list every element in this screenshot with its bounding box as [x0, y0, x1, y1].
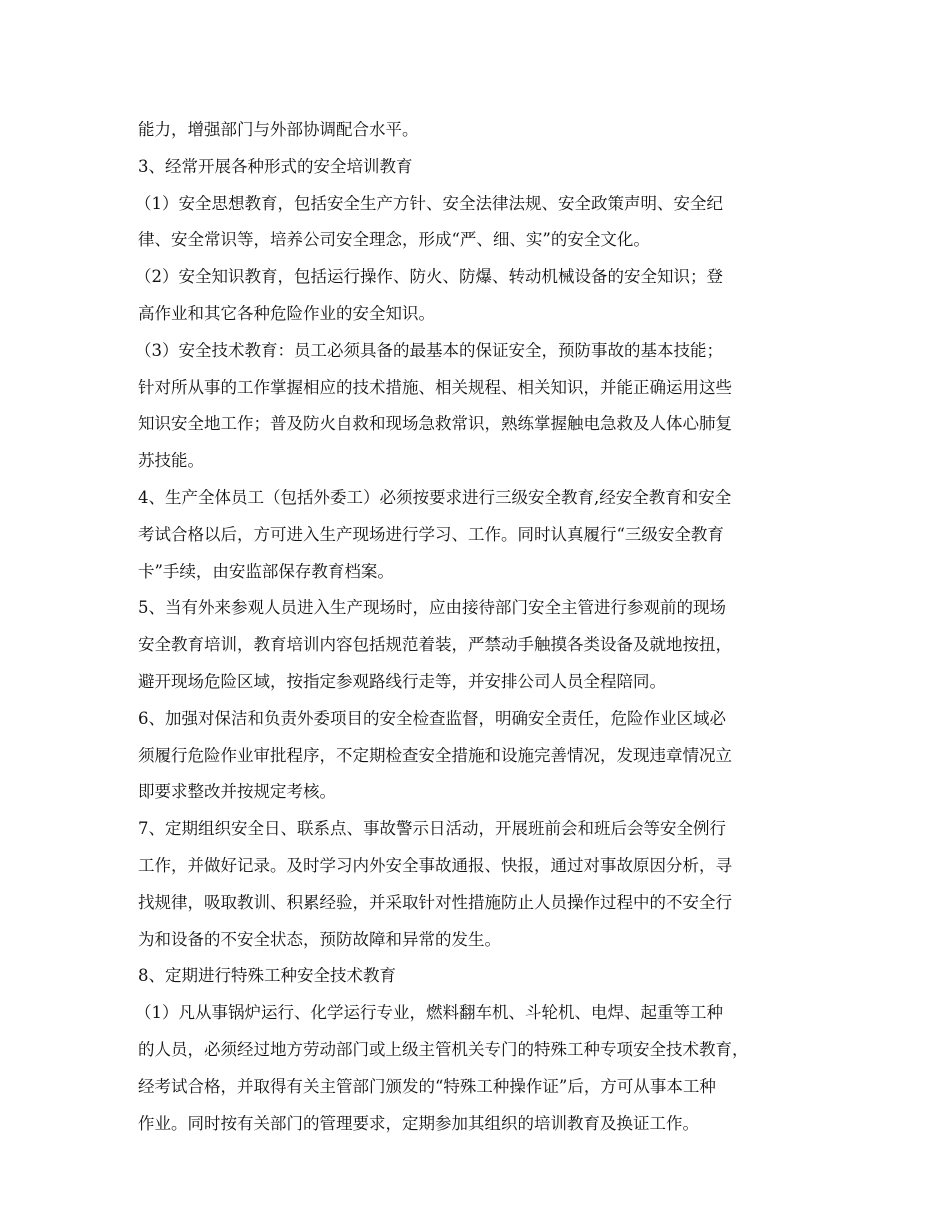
- section-heading-5: 5、当有外来参观人员进入生产现场时，应由接待部门安全主管进行参观前的现场: [138, 598, 726, 618]
- text-line: （2）安全知识教育，包括运行操作、防火、防爆、转动机械设备的安全知识；登: [135, 267, 723, 287]
- section-heading-7: 7、定期组织安全日、联系点、事故警示日活动，开展班前会和班后会等安全例行: [138, 819, 726, 839]
- text-line: 能力，增强部门与外部协调配合水平。: [138, 120, 419, 139]
- text-line: 苏技能。: [138, 451, 204, 471]
- text-line: 考试合格以后，方可进入生产现场进行学习、工作。同时认真履行“三级安全教育: [138, 524, 724, 544]
- text-line: 针对所从事的工作掌握相应的技术措施、相关规程、相关知识，并能正确运用这些: [138, 377, 732, 397]
- text-line: 为和设备的不安全状态，预防故障和异常的发生。: [138, 929, 501, 949]
- text-line: （1）安全思想教育，包括安全生产方针、安全法律法规、安全政策声明、安全纪: [135, 193, 723, 213]
- text-line: 作业。同时按有关部门的管理要求，定期参加其组织的培训教育及换证工作。: [138, 1113, 699, 1133]
- section-heading-4: 4、生产全体员工（包括外委工）必须按要求进行三级安全教育,经安全教育和安全: [138, 487, 732, 507]
- section-heading-3: 3、经常开展各种形式的安全培训教育: [138, 156, 413, 176]
- text-line: 安全教育培训，教育培训内容包括规范着装，严禁动手触摸各类设备及就地按扭，: [138, 635, 732, 655]
- text-line: 知识安全地工作；普及防火自救和现场急救常识，熟练掌握触电急救及人体心肺复: [138, 414, 732, 434]
- text-line: 找规律，吸取教训、积累经验，并采取针对性措施防止人员操作过程中的不安全行: [138, 892, 732, 912]
- text-line: （3）安全技术教育：员工必须具备的最基本的保证安全，预防事故的基本技能；: [135, 340, 723, 360]
- text-line: 高作业和其它各种危险作业的安全知识。: [138, 303, 435, 323]
- text-line: 的人员，必须经过地方劳动部门或上级主管机关专门的特殊工种专项安全技术教育，: [138, 1039, 749, 1059]
- text-line: 律、安全常识等，培养公司安全理念，形成“严、细、实”的安全文化。: [138, 230, 650, 250]
- text-line: 工作，并做好记录。及时学习内外安全事故通报、快报，通过对事故原因分析，寻: [138, 855, 732, 875]
- text-line: 卡”手续，由安监部保存教育档案。: [138, 561, 394, 581]
- text-line: （1）凡从事锅炉运行、化学运行专业，燃料翻车机、斗轮机、电焊、起重等工种: [135, 1003, 723, 1023]
- section-heading-6: 6、加强对保洁和负责外委项目的安全检查监督，明确安全责任，危险作业区域必: [138, 708, 726, 728]
- section-heading-8: 8、定期进行特殊工种安全技术教育: [138, 966, 396, 986]
- text-line: 经考试合格，并取得有关主管部门颁发的“特殊工种操作证”后，方可从事本工种: [138, 1076, 716, 1096]
- text-line: 即要求整改并按规定考核。: [138, 782, 336, 802]
- text-line: 避开现场危险区域，按指定参观路线行走等，并安排公司人员全程陪同。: [138, 671, 666, 691]
- text-line: 须履行危险作业审批程序，不定期检查安全措施和设施完善情况，发现违章情况立: [138, 745, 732, 765]
- document-body: [135, 112, 828, 1142]
